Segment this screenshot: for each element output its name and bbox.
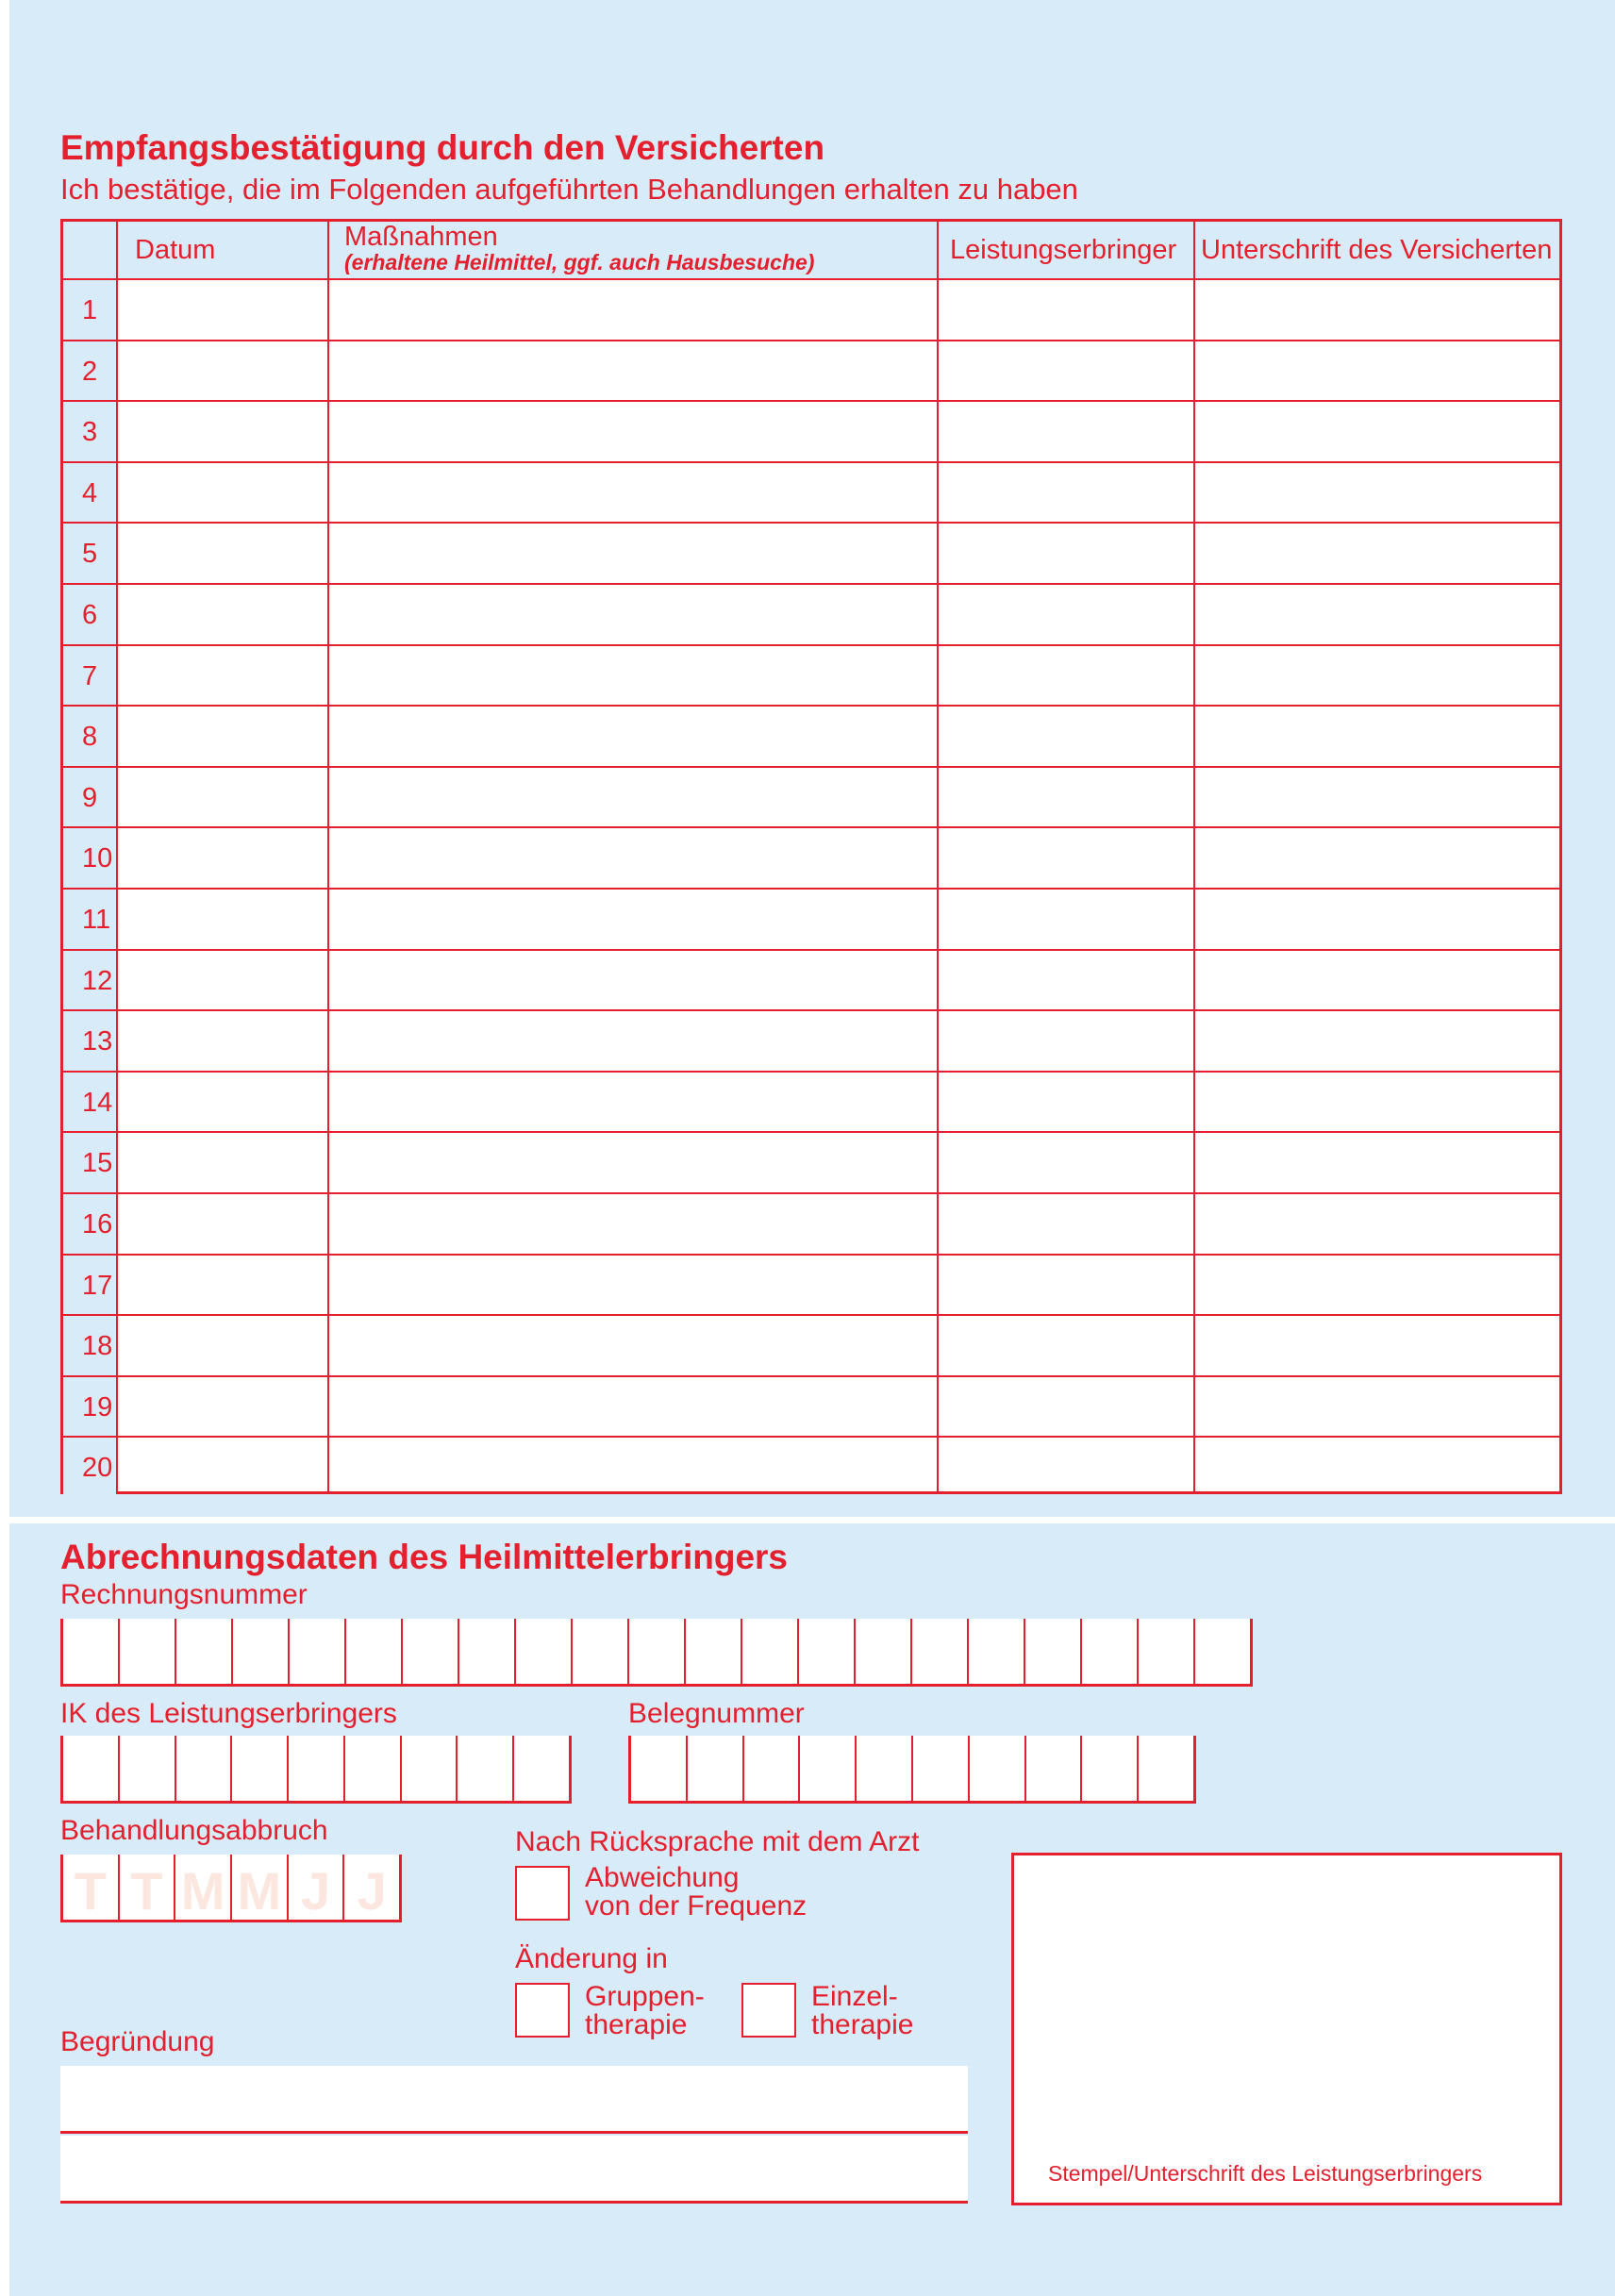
digit-box[interactable] [688, 1736, 744, 1801]
digit-box[interactable] [63, 1855, 120, 1920]
row-number: 17 [63, 1256, 116, 1315]
row-divider [63, 1375, 1559, 1377]
row-divider [63, 400, 1559, 402]
row-number: 15 [63, 1133, 116, 1192]
digit-box[interactable] [344, 1855, 399, 1920]
column-header-massnahmen-note: (erhaltene Heilmittel, ggf. auch Hausbesuche) [344, 250, 815, 275]
row-divider [63, 949, 1559, 951]
row-divider [63, 522, 1559, 524]
digit-box[interactable] [458, 1736, 514, 1801]
rechnungsnummer-label: Rechnungsnummer [60, 1579, 308, 1610]
row-number: 7 [63, 646, 116, 706]
column-header-datum: Datum [135, 235, 216, 265]
digit-box[interactable] [969, 1619, 1025, 1684]
gruppen-line2: therapie [585, 2009, 688, 2040]
row-number: 4 [63, 463, 116, 523]
row-divider [63, 1009, 1559, 1011]
row-number: 9 [63, 768, 116, 827]
row-divider [63, 340, 1559, 341]
row-divider [63, 1071, 1559, 1073]
ik-field[interactable] [60, 1736, 572, 1804]
row-number: 16 [63, 1194, 116, 1254]
date-placeholder: J [357, 1861, 387, 1921]
aenderung-label: Änderung in [515, 1943, 668, 1974]
digit-box[interactable] [289, 1736, 345, 1801]
digit-box[interactable] [744, 1736, 801, 1801]
column-divider [116, 222, 118, 1491]
row-divider [63, 826, 1559, 828]
receipt-title: Empfangsbestätigung durch den Versicherten [60, 128, 825, 167]
abweichung-line2: von der Frequenz [585, 1890, 808, 1922]
digit-box[interactable] [857, 1736, 913, 1801]
receipt-table [60, 219, 1562, 1494]
date-placeholder: M [180, 1861, 225, 1921]
row-divider [63, 278, 1559, 280]
digit-box[interactable] [120, 1736, 176, 1801]
digit-box[interactable] [912, 1619, 969, 1684]
row-number: 2 [63, 341, 116, 401]
digit-box[interactable] [856, 1619, 912, 1684]
date-placeholder: M [237, 1861, 282, 1921]
stamp-label: Stempel/Unterschrift des Leistungserbringers [1048, 2161, 1483, 2186]
date-placeholder: T [74, 1861, 107, 1921]
abweichung-checkbox[interactable] [515, 1866, 570, 1921]
digit-box[interactable] [290, 1619, 346, 1684]
row-divider [63, 583, 1559, 585]
einzeltherapie-checkbox[interactable] [741, 1983, 796, 2038]
digit-box[interactable] [631, 1736, 688, 1801]
row-number: 3 [63, 402, 116, 461]
digit-box[interactable] [1026, 1736, 1083, 1801]
digit-box[interactable] [120, 1619, 176, 1684]
digit-box[interactable] [459, 1619, 516, 1684]
digit-box[interactable] [913, 1736, 970, 1801]
digit-box[interactable] [345, 1736, 402, 1801]
digit-box[interactable] [120, 1855, 176, 1920]
row-number: 18 [63, 1316, 116, 1375]
digit-box[interactable] [176, 1619, 233, 1684]
abweichung-line1: Abweichung [585, 1862, 740, 1893]
receipt-subtitle: Ich bestätige, die im Folgenden aufgeführten Behandlungen erhalten zu haben [60, 173, 1078, 206]
digit-box[interactable] [63, 1736, 120, 1801]
begruendung-line-2[interactable] [60, 2136, 968, 2204]
row-number: 10 [63, 828, 116, 888]
digit-box[interactable] [402, 1736, 458, 1801]
einzel-line2: therapie [811, 2009, 914, 2040]
digit-box[interactable] [514, 1736, 569, 1801]
row-number: 8 [63, 707, 116, 766]
digit-box[interactable] [800, 1736, 857, 1801]
row-number: 1 [63, 280, 116, 340]
digit-box[interactable] [573, 1619, 629, 1684]
row-number: 12 [63, 951, 116, 1010]
digit-box[interactable] [1139, 1736, 1193, 1801]
digit-box[interactable] [1195, 1619, 1250, 1684]
digit-box[interactable] [175, 1855, 232, 1920]
gruppentherapie-label [585, 1983, 705, 2039]
belegnummer-label: Belegnummer [628, 1698, 805, 1729]
row-number: 11 [63, 890, 116, 949]
row-number: 13 [63, 1011, 116, 1071]
digit-box[interactable] [1025, 1619, 1082, 1684]
ik-label: IK des Leistungserbringers [60, 1698, 397, 1729]
row-number: 19 [63, 1377, 116, 1437]
row-divider [63, 1314, 1559, 1316]
column-divider [937, 222, 939, 1491]
gruppentherapie-checkbox[interactable] [515, 1983, 570, 2038]
gruppen-line1: Gruppen- [585, 1981, 705, 2012]
rueckspache-label: Nach Rücksprache mit dem Arzt [515, 1826, 920, 1857]
stamp-signature-box[interactable] [1011, 1853, 1562, 2205]
date-placeholder: J [300, 1861, 331, 1921]
digit-box[interactable] [232, 1736, 289, 1801]
billing-title: Abrechnungsdaten des Heilmittelerbringers [60, 1538, 789, 1576]
column-divider [327, 222, 329, 1491]
begruendung-line-1[interactable] [60, 2066, 968, 2134]
column-header-leistungserbringer: Leistungserbringer [950, 235, 1177, 265]
digit-box[interactable] [970, 1736, 1026, 1801]
row-divider [63, 1131, 1559, 1133]
digit-box[interactable] [233, 1619, 290, 1684]
digit-box[interactable] [346, 1619, 403, 1684]
column-divider [1193, 222, 1195, 1491]
row-number: 6 [63, 585, 116, 644]
column-header-unterschrift: Unterschrift des Versicherten [1201, 235, 1553, 265]
digit-box[interactable] [686, 1619, 742, 1684]
digit-box[interactable] [176, 1736, 233, 1801]
row-divider [63, 461, 1559, 463]
digit-box[interactable] [1082, 1619, 1139, 1684]
column-header-massnahmen: Maßnahmen [344, 222, 498, 252]
digit-box[interactable] [742, 1619, 799, 1684]
einzeltherapie-label [811, 1983, 913, 2039]
row-number: 14 [63, 1073, 116, 1132]
abbruch-label: Behandlungsabbruch [60, 1815, 328, 1846]
section-divider [0, 1517, 1615, 1523]
digit-box[interactable] [629, 1619, 686, 1684]
row-divider [63, 1436, 1559, 1438]
abweichung-label [585, 1864, 807, 1921]
rechnungsnummer-field[interactable] [60, 1619, 1253, 1687]
row-number: 20 [63, 1438, 116, 1497]
begruendung-label: Begründung [60, 2026, 215, 2057]
digit-box[interactable] [1139, 1619, 1195, 1684]
abbruch-date-field[interactable] [60, 1855, 402, 1922]
digit-box[interactable] [403, 1619, 459, 1684]
row-divider [63, 1192, 1559, 1194]
digit-box[interactable] [63, 1619, 120, 1684]
row-divider [63, 888, 1559, 890]
digit-box[interactable] [289, 1855, 345, 1920]
row-number: 5 [63, 524, 116, 583]
row-divider [63, 644, 1559, 646]
row-divider [63, 705, 1559, 707]
digit-box[interactable] [1082, 1736, 1139, 1801]
row-divider [63, 1254, 1559, 1256]
date-placeholder: T [130, 1861, 163, 1921]
digit-box[interactable] [799, 1619, 856, 1684]
einzel-line1: Einzel- [811, 1981, 898, 2012]
digit-box[interactable] [516, 1619, 573, 1684]
belegnummer-field[interactable] [628, 1736, 1196, 1804]
digit-box[interactable] [232, 1855, 289, 1920]
row-divider [63, 766, 1559, 768]
